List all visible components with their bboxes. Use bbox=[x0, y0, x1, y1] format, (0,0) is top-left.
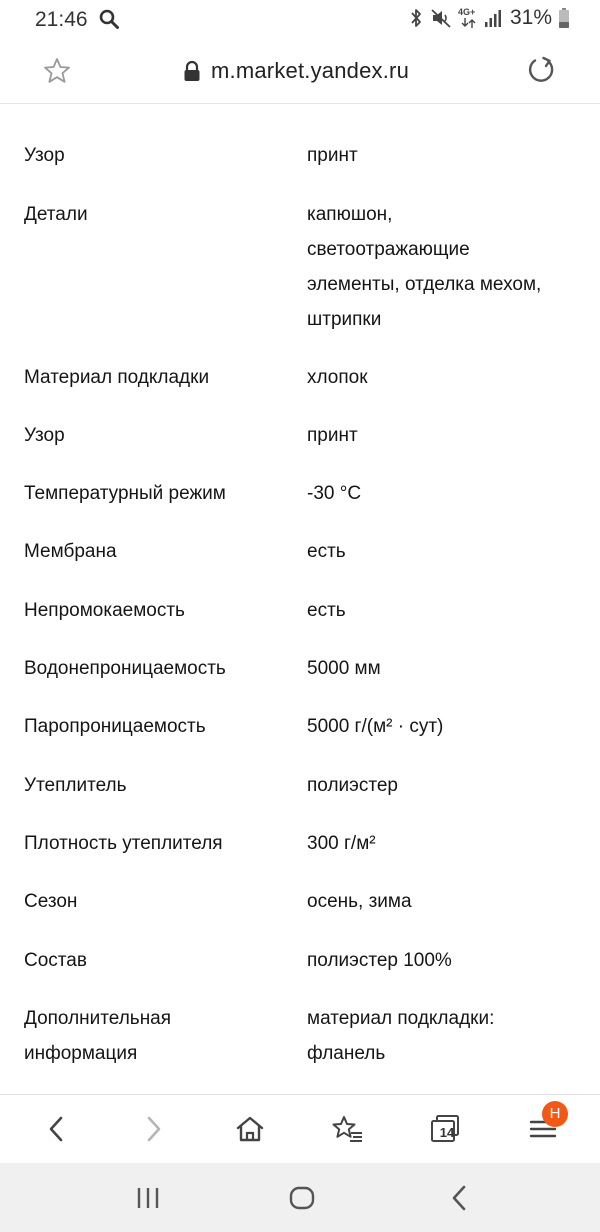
network-label: 4G+ bbox=[457, 7, 476, 17]
spec-label: Детали bbox=[24, 204, 88, 225]
signal-icon bbox=[484, 8, 502, 28]
spec-value: принт bbox=[307, 145, 358, 166]
spec-label: Узор bbox=[24, 145, 65, 166]
tabs-icon bbox=[429, 1113, 461, 1145]
spec-label: Материал подкладки bbox=[24, 367, 210, 388]
menu-notification-badge: H bbox=[542, 1101, 568, 1127]
url-text: m.market.yandex.ru bbox=[211, 58, 410, 83]
spec-value: принт bbox=[307, 425, 358, 446]
bookmark-star-icon[interactable] bbox=[42, 56, 72, 86]
search-icon bbox=[98, 8, 120, 30]
spec-value: есть bbox=[307, 541, 346, 562]
spec-value: хлопок bbox=[307, 367, 368, 388]
recent-apps-icon[interactable] bbox=[133, 1183, 163, 1213]
forward-button[interactable] bbox=[133, 1109, 173, 1149]
spec-value: 5000 г/(м² · сут) bbox=[307, 716, 444, 737]
spec-value: 300 г/м² bbox=[307, 833, 376, 854]
url-field[interactable] bbox=[183, 56, 409, 86]
spec-value: -30 °C bbox=[307, 483, 362, 504]
back-button[interactable] bbox=[37, 1109, 77, 1149]
status-icons bbox=[408, 6, 570, 30]
tabs-button[interactable] bbox=[425, 1109, 465, 1149]
spec-label: Утеплитель bbox=[24, 775, 127, 796]
spec-label: Плотность утеплителя bbox=[24, 833, 223, 854]
spec-label: Непромокаемость bbox=[24, 600, 185, 621]
lock-icon bbox=[183, 60, 201, 82]
spec-label: Состав bbox=[24, 950, 87, 971]
spec-label: Сезон bbox=[24, 891, 78, 912]
bluetooth-icon bbox=[408, 7, 424, 29]
battery-icon bbox=[558, 7, 570, 29]
home-icon bbox=[235, 1114, 265, 1144]
spec-value: капюшон, светоотражающие элементы, отделка мехом, штрипки bbox=[307, 204, 542, 330]
spec-value: материал подкладки: фланель bbox=[307, 1008, 495, 1064]
spec-value: 5000 мм bbox=[307, 658, 381, 679]
spec-label: Температурный режим bbox=[24, 483, 226, 504]
network-4g-icon bbox=[458, 7, 478, 29]
mute-icon bbox=[430, 7, 452, 29]
back-nav-icon[interactable] bbox=[445, 1183, 475, 1213]
spec-value: полиэстер 100% bbox=[307, 950, 452, 971]
spec-value: полиэстер bbox=[307, 775, 398, 796]
tabs-count: 14 bbox=[439, 1125, 455, 1140]
reload-icon[interactable] bbox=[526, 54, 558, 86]
bookmarks-star-list-icon bbox=[332, 1114, 364, 1144]
spec-label: Узор bbox=[24, 425, 65, 446]
product-specs bbox=[0, 104, 600, 1094]
chevron-left-icon bbox=[45, 1114, 69, 1144]
spec-value: есть bbox=[307, 600, 346, 621]
spec-label: Мембрана bbox=[24, 541, 117, 562]
battery-percent: 31% bbox=[509, 6, 552, 29]
system-nav-bar bbox=[0, 1163, 600, 1232]
home-nav-icon[interactable] bbox=[287, 1183, 317, 1213]
bookmarks-button[interactable] bbox=[328, 1109, 368, 1149]
browser-toolbar bbox=[0, 1094, 600, 1163]
spec-value: осень, зима bbox=[307, 891, 412, 912]
address-bar bbox=[0, 36, 600, 104]
spec-label: Паропроницаемость bbox=[24, 716, 206, 737]
home-button[interactable] bbox=[230, 1109, 270, 1149]
spec-label: Дополнительная информация bbox=[24, 1008, 172, 1064]
chevron-right-icon bbox=[141, 1114, 165, 1144]
status-bar bbox=[0, 0, 600, 36]
spec-label: Водонепроницаемость bbox=[24, 658, 226, 679]
status-time: 21:46 bbox=[35, 8, 88, 31]
